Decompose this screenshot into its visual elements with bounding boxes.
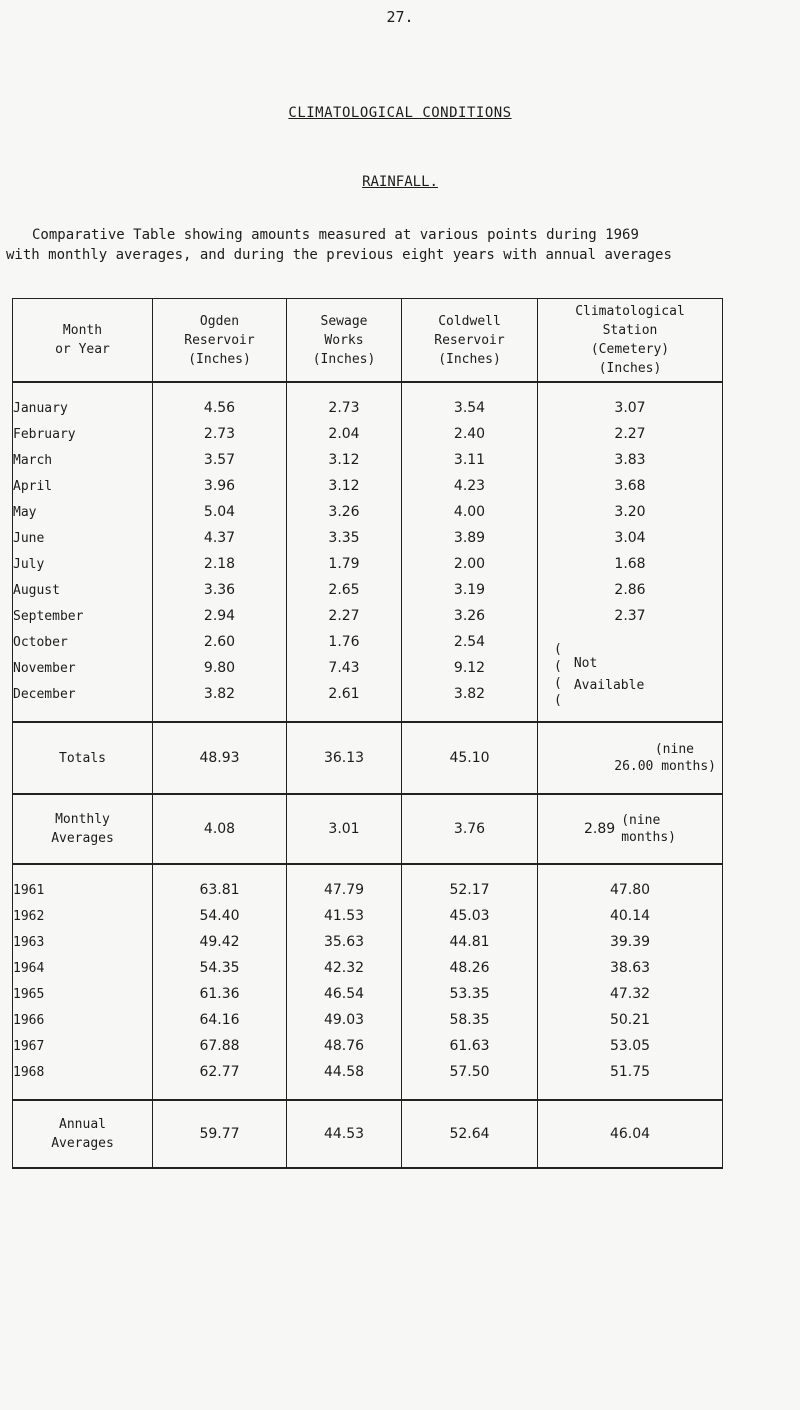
- coldwell-value: 57.50: [402, 1059, 538, 1100]
- sewage-value: 3.35: [287, 525, 402, 551]
- station-monthly-average: [538, 794, 723, 864]
- rainfall-table: [12, 298, 723, 1169]
- station-total-value: 26.00 months): [614, 759, 716, 774]
- sewage-value: 2.65: [287, 577, 402, 603]
- coldwell-monthly-average: 3.76: [402, 794, 538, 864]
- intro-line-1: Comparative Table showing amounts measured at various points during 1969: [32, 227, 639, 243]
- totals-row: [13, 722, 723, 794]
- table-row-year: [13, 1033, 723, 1059]
- year-label: 1963: [13, 929, 153, 955]
- station-value: 3.68: [538, 473, 723, 499]
- table-row-month: [13, 447, 723, 473]
- ogden-value: 54.40: [153, 903, 287, 929]
- header-climatological-station: [538, 299, 723, 383]
- station-value: 39.39: [538, 929, 723, 955]
- header-text: Climatological: [575, 304, 685, 319]
- label-line: Averages: [51, 831, 114, 846]
- sewage-annual-average: 44.53: [287, 1100, 402, 1168]
- sewage-value: 3.12: [287, 473, 402, 499]
- table-row-year: [13, 903, 723, 929]
- station-value: 38.63: [538, 955, 723, 981]
- coldwell-value: 52.17: [402, 864, 538, 903]
- month-label: October: [13, 629, 153, 655]
- coldwell-value: 9.12: [402, 655, 538, 681]
- ogden-value: 3.82: [153, 681, 287, 722]
- annual-averages-row: [13, 1100, 723, 1168]
- station-total: [538, 722, 723, 794]
- ogden-monthly-average: 4.08: [153, 794, 287, 864]
- table-row-month: [13, 577, 723, 603]
- month-label: January: [13, 382, 153, 421]
- sewage-value: 3.12: [287, 447, 402, 473]
- station-value: 47.80: [538, 864, 723, 903]
- page-title: CLIMATOLOGICAL CONDITIONS: [288, 105, 512, 121]
- table-row-month: [13, 473, 723, 499]
- sewage-value: 48.76: [287, 1033, 402, 1059]
- sewage-value: 2.61: [287, 681, 402, 722]
- station-average-value: 2.89: [584, 821, 616, 837]
- monthly-averages-label: [13, 794, 153, 864]
- month-label: March: [13, 447, 153, 473]
- table-row-year: [13, 981, 723, 1007]
- station-value: 2.86: [538, 577, 723, 603]
- header-text: Station: [602, 323, 658, 338]
- sewage-value: 1.76: [287, 629, 402, 655]
- sewage-value: 46.54: [287, 981, 402, 1007]
- header-text: Month: [62, 323, 103, 338]
- header-row: [13, 299, 723, 383]
- station-value: 2.27: [538, 421, 723, 447]
- month-label: September: [13, 603, 153, 629]
- sewage-value: 2.04: [287, 421, 402, 447]
- year-label: 1961: [13, 864, 153, 903]
- station-value: 50.21: [538, 1007, 723, 1033]
- coldwell-value: 2.54: [402, 629, 538, 655]
- year-label: 1962: [13, 903, 153, 929]
- month-label: July: [13, 551, 153, 577]
- header-text: (Inches): [438, 351, 501, 367]
- ogden-value: 3.96: [153, 473, 287, 499]
- intro-text: [6, 225, 796, 265]
- year-label: 1968: [13, 1059, 153, 1100]
- page-number: 27.: [386, 8, 414, 26]
- table-row-month: [13, 421, 723, 447]
- coldwell-value: 44.81: [402, 929, 538, 955]
- month-label: December: [13, 681, 153, 722]
- sewage-value: 7.43: [287, 655, 402, 681]
- totals-label: Totals: [13, 722, 153, 794]
- annual-averages-label: [13, 1100, 153, 1168]
- header-text: Sewage: [320, 313, 368, 329]
- table-row-month: [13, 525, 723, 551]
- sewage-value: 44.58: [287, 1059, 402, 1100]
- ogden-value: 3.36: [153, 577, 287, 603]
- month-label: November: [13, 655, 153, 681]
- header-text: (Cemetery): [590, 342, 670, 357]
- sewage-value: 3.26: [287, 499, 402, 525]
- station-not-available: [538, 629, 723, 722]
- station-value: 1.68: [538, 551, 723, 577]
- header-sewage-works: [287, 299, 402, 383]
- ogden-value: 54.35: [153, 955, 287, 981]
- ogden-value: 67.88: [153, 1033, 287, 1059]
- ogden-value: 4.37: [153, 525, 287, 551]
- sewage-value: 2.27: [287, 603, 402, 629]
- year-label: 1966: [13, 1007, 153, 1033]
- not-available-line-1: Not: [573, 656, 598, 671]
- station-value: 3.20: [538, 499, 723, 525]
- month-label: August: [13, 577, 153, 603]
- ogden-value: 62.77: [153, 1059, 287, 1100]
- ogden-value: 61.36: [153, 981, 287, 1007]
- station-average-note-1: (nine: [621, 813, 661, 828]
- coldwell-value: 3.89: [402, 525, 538, 551]
- table-row-year: [13, 1007, 723, 1033]
- month-label: June: [13, 525, 153, 551]
- header-text: Reservoir: [184, 332, 255, 348]
- station-value: 47.32: [538, 981, 723, 1007]
- station-value: 51.75: [538, 1059, 723, 1100]
- month-label: May: [13, 499, 153, 525]
- header-text: (Inches): [312, 351, 376, 367]
- coldwell-value: 2.00: [402, 551, 538, 577]
- intro-line-2: with monthly averages, and during the previous eight years with annual averages: [6, 247, 672, 263]
- not-available-line-2: Available: [573, 678, 645, 693]
- coldwell-value: 58.35: [402, 1007, 538, 1033]
- ogden-value: 49.42: [153, 929, 287, 955]
- year-label: 1965: [13, 981, 153, 1007]
- station-value: 53.05: [538, 1033, 723, 1059]
- sewage-value: 2.73: [287, 382, 402, 421]
- sewage-value: 1.79: [287, 551, 402, 577]
- sewage-value: 35.63: [287, 929, 402, 955]
- label-line: Averages: [51, 1136, 114, 1151]
- coldwell-value: 3.19: [402, 577, 538, 603]
- sewage-monthly-average: 3.01: [287, 794, 402, 864]
- table-row-month: [13, 603, 723, 629]
- station-value: 2.37: [538, 603, 723, 629]
- coldwell-value: 48.26: [402, 955, 538, 981]
- monthly-averages-row: [13, 794, 723, 864]
- table-row-month: [13, 551, 723, 577]
- table-row-year: [13, 864, 723, 903]
- year-label: 1967: [13, 1033, 153, 1059]
- coldwell-total: 45.10: [402, 722, 538, 794]
- header-text: Works: [324, 332, 364, 348]
- table-row-month: [13, 629, 723, 655]
- coldwell-annual-average: 52.64: [402, 1100, 538, 1168]
- brace-mark: ( ( ( (: [554, 642, 562, 708]
- station-total-note: (nine: [654, 742, 694, 757]
- ogden-annual-average: 59.77: [153, 1100, 287, 1168]
- header-month-or-year: [13, 299, 153, 383]
- ogden-value: 2.73: [153, 421, 287, 447]
- header-text: or Year: [55, 342, 110, 357]
- station-value: 40.14: [538, 903, 723, 929]
- station-annual-average: 46.04: [538, 1100, 723, 1168]
- station-value: 3.07: [538, 382, 723, 421]
- coldwell-value: 45.03: [402, 903, 538, 929]
- label-line: Annual: [59, 1117, 106, 1132]
- header-text: (Inches): [188, 351, 251, 367]
- year-label: 1964: [13, 955, 153, 981]
- header-text: Ogden: [199, 313, 240, 329]
- ogden-value: 63.81: [153, 864, 287, 903]
- station-value: 3.83: [538, 447, 723, 473]
- sewage-value: 49.03: [287, 1007, 402, 1033]
- ogden-value: 2.60: [153, 629, 287, 655]
- sewage-value: 47.79: [287, 864, 402, 903]
- header-text: Reservoir: [434, 332, 505, 348]
- sewage-total: 36.13: [287, 722, 402, 794]
- ogden-value: 5.04: [153, 499, 287, 525]
- coldwell-value: 4.00: [402, 499, 538, 525]
- sewage-value: 42.32: [287, 955, 402, 981]
- coldwell-value: 53.35: [402, 981, 538, 1007]
- table-row-year: [13, 955, 723, 981]
- table-row-month: [13, 499, 723, 525]
- month-label: April: [13, 473, 153, 499]
- header-ogden-reservoir: [153, 299, 287, 383]
- sewage-value: 41.53: [287, 903, 402, 929]
- coldwell-value: 4.23: [402, 473, 538, 499]
- ogden-value: 2.94: [153, 603, 287, 629]
- ogden-value: 3.57: [153, 447, 287, 473]
- section-subtitle: RAINFALL.: [362, 174, 438, 190]
- ogden-total: 48.93: [153, 722, 287, 794]
- header-coldwell-reservoir: [402, 299, 538, 383]
- table-row-year: [13, 1059, 723, 1100]
- header-text: (Inches): [598, 361, 662, 376]
- table-row-year: [13, 929, 723, 955]
- label-line: Monthly: [55, 812, 110, 827]
- ogden-value: 9.80: [153, 655, 287, 681]
- coldwell-value: 3.11: [402, 447, 538, 473]
- coldwell-value: 2.40: [402, 421, 538, 447]
- table-row-month: [13, 382, 723, 421]
- station-average-note-2: months): [621, 830, 676, 845]
- ogden-value: 64.16: [153, 1007, 287, 1033]
- coldwell-value: 3.82: [402, 681, 538, 722]
- ogden-value: 4.56: [153, 382, 287, 421]
- header-text: Coldwell: [438, 313, 501, 329]
- month-label: February: [13, 421, 153, 447]
- coldwell-value: 3.26: [402, 603, 538, 629]
- ogden-value: 2.18: [153, 551, 287, 577]
- coldwell-value: 3.54: [402, 382, 538, 421]
- station-value: 3.04: [538, 525, 723, 551]
- coldwell-value: 61.63: [402, 1033, 538, 1059]
